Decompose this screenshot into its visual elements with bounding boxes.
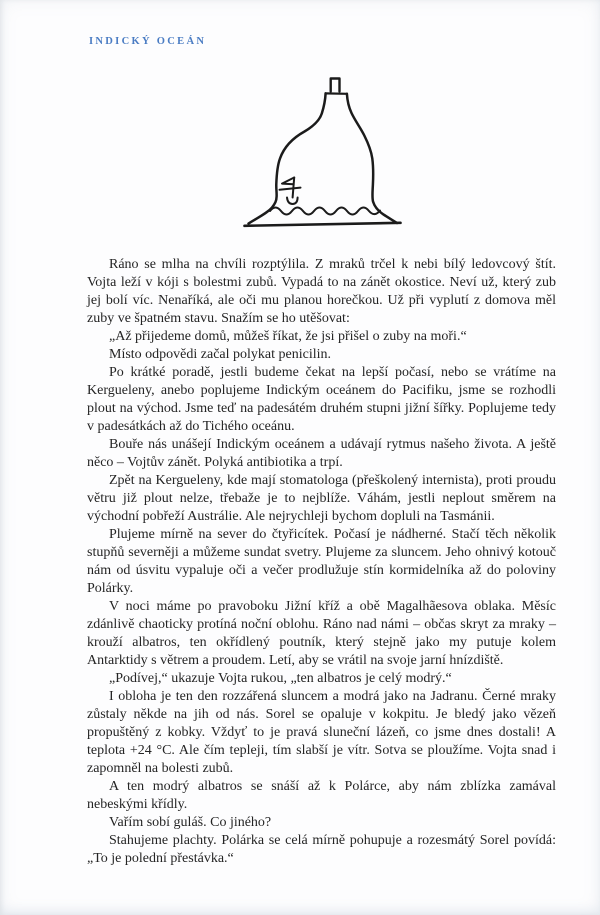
chapter-running-header: INDICKÝ OCEÁN: [89, 36, 207, 47]
paragraph: Ráno se mlha na chvíli rozptýlila. Z mraků trčel k nebi bílý ledovcový štít. Vojta leží v kóji s bolestmi zubů. Vypadá to na zánět okostice. Neví už, který zub jej bolí víc. Nenaříká, ale oči mu planou horečkou. Už při vyplutí z domova měl zuby ve špatném stavu. Snažím se ho utěšovat:: [87, 257, 556, 326]
bell-jar-sailboat-icon: [220, 55, 440, 245]
paragraph: Vařím sobí guláš. Co jiného?: [109, 815, 272, 830]
paragraph: Plujeme mírně na sever do čtyřicítek. Počasí je nádherné. Stačí těch několik stupňů severněji a můžeme sundat svetry. Plujeme za sluncem. Jeho ohnivý kotouč nám od úsvitu vypaluje oči a večer prodlužuje stín kormidelníka až do poloviny Polárky.: [87, 527, 556, 596]
body-text: [87, 256, 556, 868]
paragraph: „Až přijedeme domů, můžeš říkat, že jsi přišel o zuby na moři.“: [109, 329, 467, 344]
paragraph: Místo odpovědi začal polykat penicilin.: [109, 347, 332, 362]
paragraph: Stahujeme plachty. Polárka se celá mírně pohupuje a rozesmátý Sorel povídá: „To je polední přestávka.“: [87, 833, 556, 866]
paragraph: Bouře nás unášejí Indickým oceánem a udávají rytmus našeho života. A ještě něco – Vojtův zánět. Polyká antibiotika a trpí.: [87, 437, 556, 470]
paragraph: I obloha je ten den rozzářená sluncem a modrá jako na Jadranu. Černé mraky zůstaly někde na jih od nás. Sorel se opaluje v kokpitu. Je bledý jako vězeň propuštěný z kobky. Vždyť to je pravá sluneční lázeň, co jsme dnes dostali! A teplota +24 °C. Ale čím tepleji, tím slabší je vítr. Sotva se ploužíme. Vojta snad i zapomněl na bolesti zubů.: [87, 689, 556, 776]
paragraph: „Podívej,“ ukazuje Vojta rukou, „ten albatros je celý modrý.“: [109, 671, 452, 686]
paragraph: V noci máme po pravoboku Jižní kříž a obě Magalhãesova oblaka. Měsíc zdánlivě chaoticky protíná noční oblohu. Ráno nad námi – občas skryt za mraky – krouží albatros, ten okřídlený poutník, který stejně jako my putuje kolem Antarktidy s větrem a proudem. Letí, aby se vrátil na svoje jarní hnízdiště.: [87, 599, 556, 668]
paragraph: A ten modrý albatros se snáší až k Polárce, aby nám zblízka zamával nebeskými křídly.: [87, 779, 556, 812]
paragraph: Po krátké poradě, jestli budeme čekat na lepší počasí, nebo se vrátíme na Kergueleny, anebo poplujeme Indickým oceánem do Pacifiku, jsme se rozhodli plout na východ. Jsme teď na padesátém druhém stupni jižní šířky. Poplujeme tedy v padesátkách až do Tichého oceánu.: [87, 365, 556, 434]
bell-jar-sailboat-illustration: [220, 55, 440, 245]
paragraph: Zpět na Kergueleny, kde mají stomatologa (přeškolený internista), proti proudu větru již plout nelze, třebaže je to nejblíže. Váhám, jestli neplout směrem na východní pobřeží Austrálie. Ale nejrychleji bychom dopluli na Tasmánii.: [87, 473, 556, 524]
